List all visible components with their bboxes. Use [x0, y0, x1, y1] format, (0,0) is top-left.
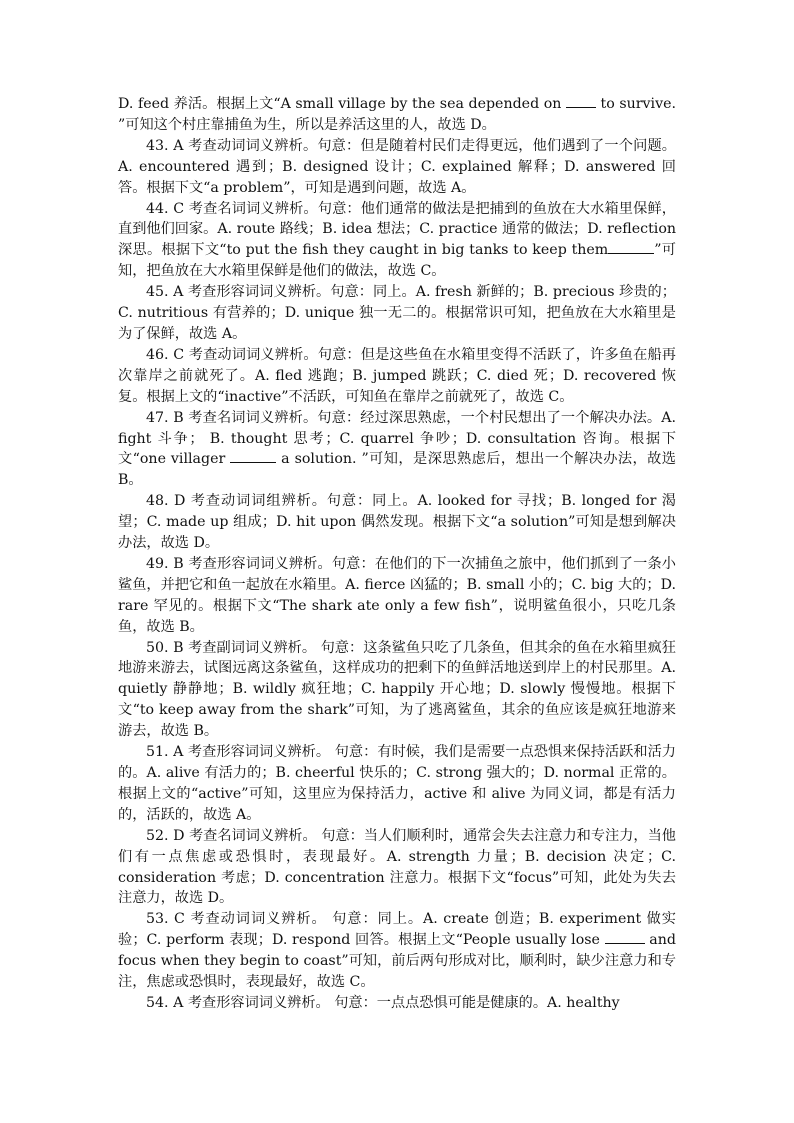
paragraph-text: 44. C 考查名词词义辨析。句意：他们通常的做法是把捕到的鱼放在大水箱里保鲜，直到他们回家。A. route 路线；B. idea 想法；C. practice 通常的做法；D. reflection 深思。根据下文“to put the fish they caught in big tanks to keep them: [118, 200, 676, 259]
paragraph-text: 45. A 考查形容词词义辨析。句意：同上。A. fresh 新鲜的；B. precious 珍贵的；C. nutritious 有营养的；D. unique 独一无二的。根据常识可知，把鱼放在大水箱里是为了保鲜，故选 A。: [118, 284, 676, 342]
paragraph-text: 46. C 考查动词词义辨析。句意：但是这些鱼在水箱里变得不活跃了，许多鱼在船再次靠岸之前就死了。A. fled 逃跑；B. jumped 跳跃；C. died 死；D. recovered 恢复。根据上文的“inactive”不活跃，可知鱼在靠岸之前就死了，故选 C。: [118, 346, 676, 405]
paragraph-p46: [118, 345, 676, 408]
answer-blank: [608, 241, 654, 254]
answer-blank: [605, 931, 645, 944]
paragraph-p49: [118, 554, 676, 638]
paragraph-p42-cont: [118, 94, 676, 136]
paragraph-text: 53. C 考查动词词义辨析。 句意：同上。A. create 创造；B. experiment 做实验；C. perform 表现；D. respond 回答。根据上文“People usually lose: [118, 911, 676, 949]
paragraph-p54: [118, 993, 676, 1014]
paragraph-text: and focus when they begin to coast”可知，前后两句形成对比，顺利时，缺少注意力和专注，焦虑或恐惧时，表现最好，故选 C。: [118, 932, 676, 991]
paragraph-p48: [118, 491, 676, 554]
paragraph-text: a solution. ”可知，是深思熟虑后，想出一个解决办法，故选 B。: [118, 451, 676, 489]
paragraph-p52: [118, 826, 676, 910]
paragraph-p51: [118, 742, 676, 826]
paragraph-p43: [118, 136, 676, 199]
paragraph-text: to survive. ”可知这个村庄靠捕鱼为生，所以是养活这里的人，故选 D。: [118, 96, 677, 133]
paragraph-text: 48. D 考查动词词组辨析。句意：同上。A. looked for 寻找；B. longed for 渴望；C. made up 组成；D. hit upon 偶然发现。根据下文“a solution”可知是想到解决办法，故选 D。: [118, 493, 676, 552]
paragraph-text: 54. A 考查形容词词义辨析。 句意：一点点恐惧可能是健康的。A. healthy: [146, 994, 620, 1011]
answer-blank: [230, 450, 276, 463]
paragraph-text: 47. B 考查名词词义辨析。句意：经过深思熟虑，一个村民想出了一个解决办法。A. fight 斗争； B. thought 思考；C. quarrel 争吵；D. consultation 咨询。根据下文“one villager: [118, 409, 676, 468]
paragraph-p45: [118, 282, 676, 345]
paragraph-p47: [118, 408, 676, 492]
paragraph-text: 49. B 考查形容词词义辨析。句意：在他们的下一次捕鱼之旅中，他们抓到了一条小鲨鱼，并把它和鱼一起放在水箱里。A. fierce 凶猛的；B. small 小的；C. big 大的；D. rare 罕见的。根据下文“The shark ate only a few fish”，说明鲨鱼很小，只吃几条鱼，故选 B。: [118, 555, 676, 635]
document-page: [118, 94, 676, 1014]
paragraph-p44: [118, 199, 676, 283]
paragraph-p53: [118, 909, 676, 993]
paragraph-text: 43. A 考查动词词义辨析。句意：但是随着村民们走得更远，他们遇到了一个问题。A. encountered 遇到；B. designed 设计；C. explained 解释；D. answered 回答。根据下文“a problem”，可知是遇到问题，故选 A。: [118, 137, 676, 196]
paragraph-text: 52. D 考查名词词义辨析。 句意：当人们顺利时，通常会失去注意力和专注力，当他们有一点焦虑或恐惧时，表现最好。A. strength 力量；B. decision 决定；C. consideration 考虑；D. concentration 注意力。根据下文“focus”可知，此处为失去注意力，故选 D。: [118, 827, 676, 907]
answer-blank: [566, 95, 596, 108]
paragraph-text: ”可知，把鱼放在大水箱里保鲜是他们的做法，故选 C。: [118, 242, 676, 280]
paragraph-p50: [118, 638, 676, 743]
paragraph-text: 51. A 考查形容词词义辨析。 句意：有时候，我们是需要一点恐惧来保持活跃和活力的。A. alive 有活力的；B. cheerful 快乐的；C. strong 强大的；D. normal 正常的。根据上文的“active”可知，这里应为保持活力，active 和 alive 为同义词，都是有活力的，活跃的，故选 A。: [118, 744, 676, 823]
paragraph-text: 50. B 考查副词词义辨析。 句意：这条鲨鱼只吃了几条鱼，但其余的鱼在水箱里疯狂地游来游去，试图远离这条鲨鱼，这样成功的把剩下的鱼鲜活地送到岸上的村民那里。A. quietly 静静地；B. wildly 疯狂地；C. happily 开心地；D. slowly 慢慢地。根据下文“to keep away from the shark”可知，为了逃离鲨鱼，其余的鱼应该是疯狂地游来游去，故选 B。: [118, 639, 676, 740]
paragraph-text: D. feed 养活。根据上文“A small village by the sea depended on: [118, 96, 566, 112]
